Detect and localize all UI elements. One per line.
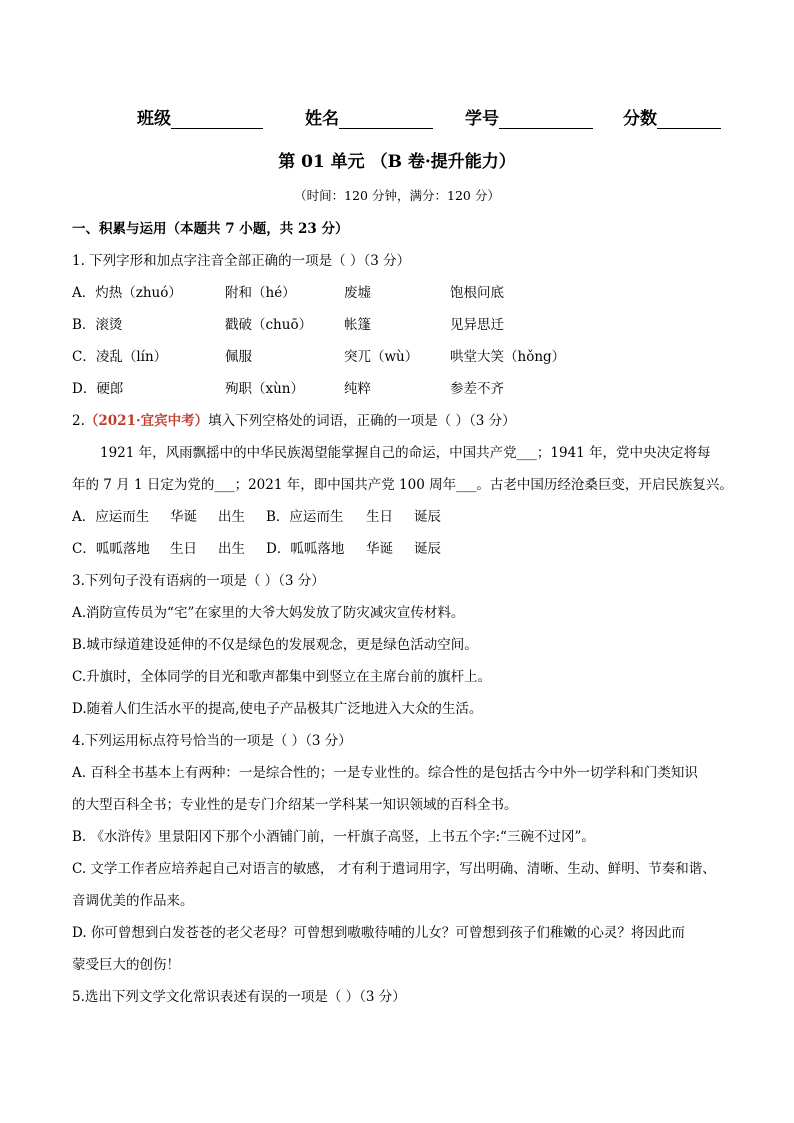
q1-option-d-1: D．硬郎: [72, 381, 124, 397]
q4-option-a-line1: A. 百科全书基本上有两种：一是综合性的；一是专业性的。综合性的是包括古今中外一切学科和门类知识: [72, 765, 698, 781]
q2-option-c-1: C．呱呱落地: [72, 541, 150, 557]
q1-option-a-1: A．灼热（zhuó）: [72, 285, 182, 301]
q2-stem-line: [72, 409, 516, 429]
score-field: [623, 104, 721, 129]
page-title: 第 01 单元 （B 卷·提升能力）: [278, 152, 516, 172]
q4-stem: 4.下列运用标点符号恰当的一项是（ ）（3 分）: [72, 733, 352, 749]
q2-option-d-3: 诞辰: [414, 541, 441, 557]
q2-stem: 填入下列空格处的词语，正确的一项是（ ）（3 分）: [208, 413, 516, 429]
q2-option-a-3: 出生: [218, 509, 245, 525]
class-field: [137, 104, 263, 129]
q1-option-d-2: 殉职（xùn）: [225, 381, 305, 397]
q2-source: （2021·宜宾中考）: [84, 413, 209, 429]
q2-option-b-3: 诞辰: [414, 509, 441, 525]
q3-option-a: A.消防宣传员为“宅”在家里的大爷大妈发放了防灾减灾宣传材料。: [72, 605, 465, 621]
student-id-field: [465, 104, 593, 129]
q4-option-d-line1: D. 你可曾想到白发苍苍的老父老母？可曾想到嗷嗷待哺的儿女？可曾想到孩子们稚嫩的心灵？将因此而: [72, 925, 685, 941]
name-field: [305, 104, 433, 129]
score-label: 分数: [623, 109, 657, 129]
q2-number: 2.: [72, 413, 85, 429]
q2-option-a-1: A．应运而生: [72, 509, 150, 525]
q1-option-a-2: 附和（hé）: [225, 285, 296, 301]
q3-stem: 3.下列句子没有语病的一项是（ ）（3 分）: [72, 573, 325, 589]
page-subtitle: （时间：120 分钟，满分：120 分）: [294, 188, 500, 203]
q2-paragraph-line1: 1921 年，风雨飘摇中的中华民族渴望能掌握自己的命运，中国共产党___；1941 年，党中央决定将每: [100, 445, 711, 461]
q1-option-c-2: 佩服: [225, 349, 252, 365]
q2-option-c-3: 出生: [218, 541, 245, 557]
q1-option-d-4: 参差不齐: [450, 381, 504, 397]
q1-option-c-4: 哄堂大笑（hǒng）: [450, 349, 566, 365]
q1-option-c-3: 突兀（wù）: [344, 349, 419, 365]
q1-option-c-1: C．凌乱（lín）: [72, 349, 168, 365]
q2-option-a-2: 华诞: [170, 509, 197, 525]
q1-option-b-3: 帐篷: [344, 317, 371, 333]
q4-option-b: B. 《水浒传》里景阳冈下那个小酒铺门前，一杆旗子高竖，上书五个字:“三碗不过冈”。: [72, 829, 595, 845]
q3-option-c: C.升旗时，全体同学的目光和歌声都集中到竖立在主席台前的旗杆上。: [72, 669, 492, 685]
class-blank[interactable]: [171, 110, 263, 129]
q4-option-a-line2: 的大型百科全书；专业性的是专门介绍某一学科某一知识领域的百科全书。: [72, 797, 518, 813]
q2-option-b-2: 生日: [366, 509, 393, 525]
q1-option-d-3: 纯粹: [344, 381, 371, 397]
q2-option-b-1: B．应运而生: [266, 509, 344, 525]
q1-option-b-4: 见异思迁: [450, 317, 504, 333]
name-label: 姓名: [305, 109, 339, 129]
q4-option-c-line2: 音调优美的作品来。: [72, 893, 194, 909]
q3-option-b: B.城市绿道建设延伸的不仅是绿色的发展观念，更是绿色活动空间。: [72, 637, 478, 653]
q3-option-d: D.随着人们生活水平的提高,使电子产品极其广泛地进入大众的生活。: [72, 701, 483, 717]
q4-option-c-line1: C. 文学工作者应培养起自己对语言的敏感， 才有利于遣词用字，写出明确、清晰、生动、鲜明、节奏和谐、: [72, 861, 716, 877]
q5-stem: 5.选出下列文学文化常识表述有误的一项是（ ）（3 分）: [72, 989, 406, 1005]
q1-option-b-1: B．滚烫: [72, 317, 123, 333]
student-id-label: 学号: [465, 109, 499, 129]
q2-option-c-2: 生日: [170, 541, 197, 557]
section-heading: 一、积累与运用（本题共 7 小题，共 23 分）: [72, 221, 349, 237]
name-blank[interactable]: [339, 110, 433, 129]
q1-stem: 1. 下列字形和加点字注音全部正确的一项是（ ）（3 分）: [72, 253, 411, 269]
q1-option-a-3: 废墟: [344, 285, 371, 301]
q1-option-a-4: 饱根问底: [450, 285, 504, 301]
student-id-blank[interactable]: [499, 110, 593, 129]
q2-option-d-1: D．呱呱落地: [266, 541, 345, 557]
q2-option-d-2: 华诞: [366, 541, 393, 557]
q1-option-b-2: 戳破（chuō）: [225, 317, 313, 333]
q2-paragraph-line2: 年的 7 月 1 日定为党的___；2021 年，即中国共产党 100 周年___。古老中国历经沧桑巨变，开启民族复兴。: [72, 477, 733, 493]
class-label: 班级: [137, 109, 171, 129]
score-blank[interactable]: [657, 110, 721, 129]
q4-option-d-line2: 蒙受巨大的创伤！: [72, 957, 180, 973]
